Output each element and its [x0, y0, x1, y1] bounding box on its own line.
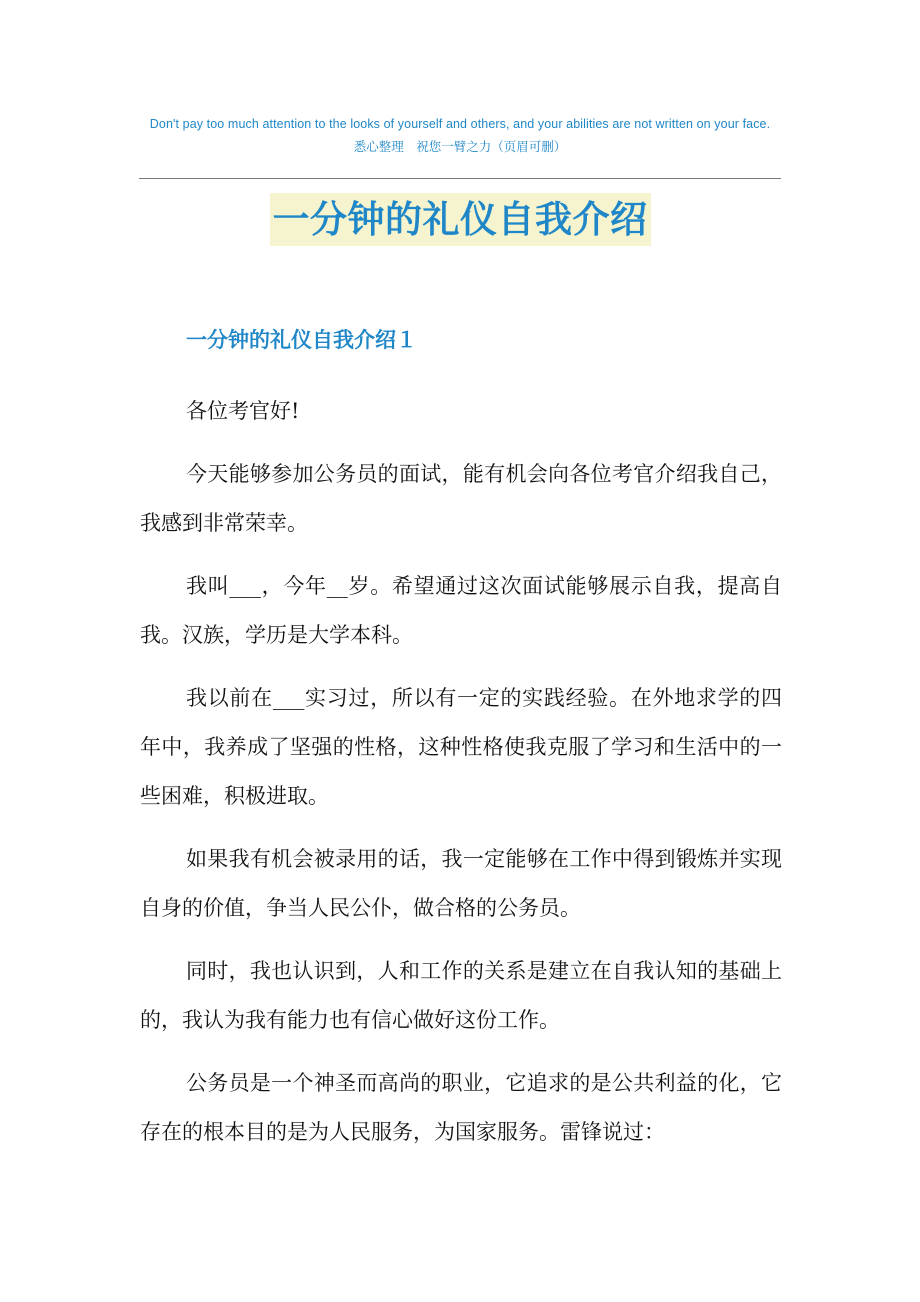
paragraph: 如果我有机会被录用的话，我一定能够在工作中得到锻炼并实现自身的价值，争当人民公仆，做合格的公务员。 — [140, 847, 782, 920]
paragraph: 公务员是一个神圣而高尚的职业，它追求的是公共利益的化，它存在的根本目的是为人民服务，为国家服务。雷锋说过： — [140, 1071, 782, 1144]
paragraph: 同时，我也认识到，人和工作的关系是建立在自我认知的基础上的，我认为我有能力也有信心做好这份工作。 — [140, 959, 782, 1032]
header-quote: Don't pay too much attention to the looks of yourself and others, and your abilities are not written on your face. — [149, 117, 771, 131]
paragraph: 今天能够参加公务员的面试，能有机会向各位考官介绍我自己，我感到非常荣幸。 — [140, 462, 782, 535]
document-title: 一分钟的礼仪自我介绍 — [270, 193, 651, 246]
header-note: 悉心整理 祝您一臂之力（页眉可删） — [353, 139, 567, 154]
paragraph: 我叫___，今年__岁。希望通过这次面试能够展示自我，提高自我。汉族，学历是大学本科。 — [140, 574, 782, 647]
page-header — [0, 114, 920, 157]
document-body — [140, 387, 782, 1171]
paragraph-greeting: 各位考官好! — [186, 399, 300, 423]
paragraph: 我以前在___实习过，所以有一定的实践经验。在外地求学的四年中，我养成了坚强的性格，这种性格使我克服了学习和生活中的一些困难，积极进取。 — [140, 686, 782, 808]
header-divider — [139, 178, 781, 179]
section-heading: 一分钟的礼仪自我介绍１ — [186, 327, 417, 352]
title-container — [0, 193, 920, 246]
